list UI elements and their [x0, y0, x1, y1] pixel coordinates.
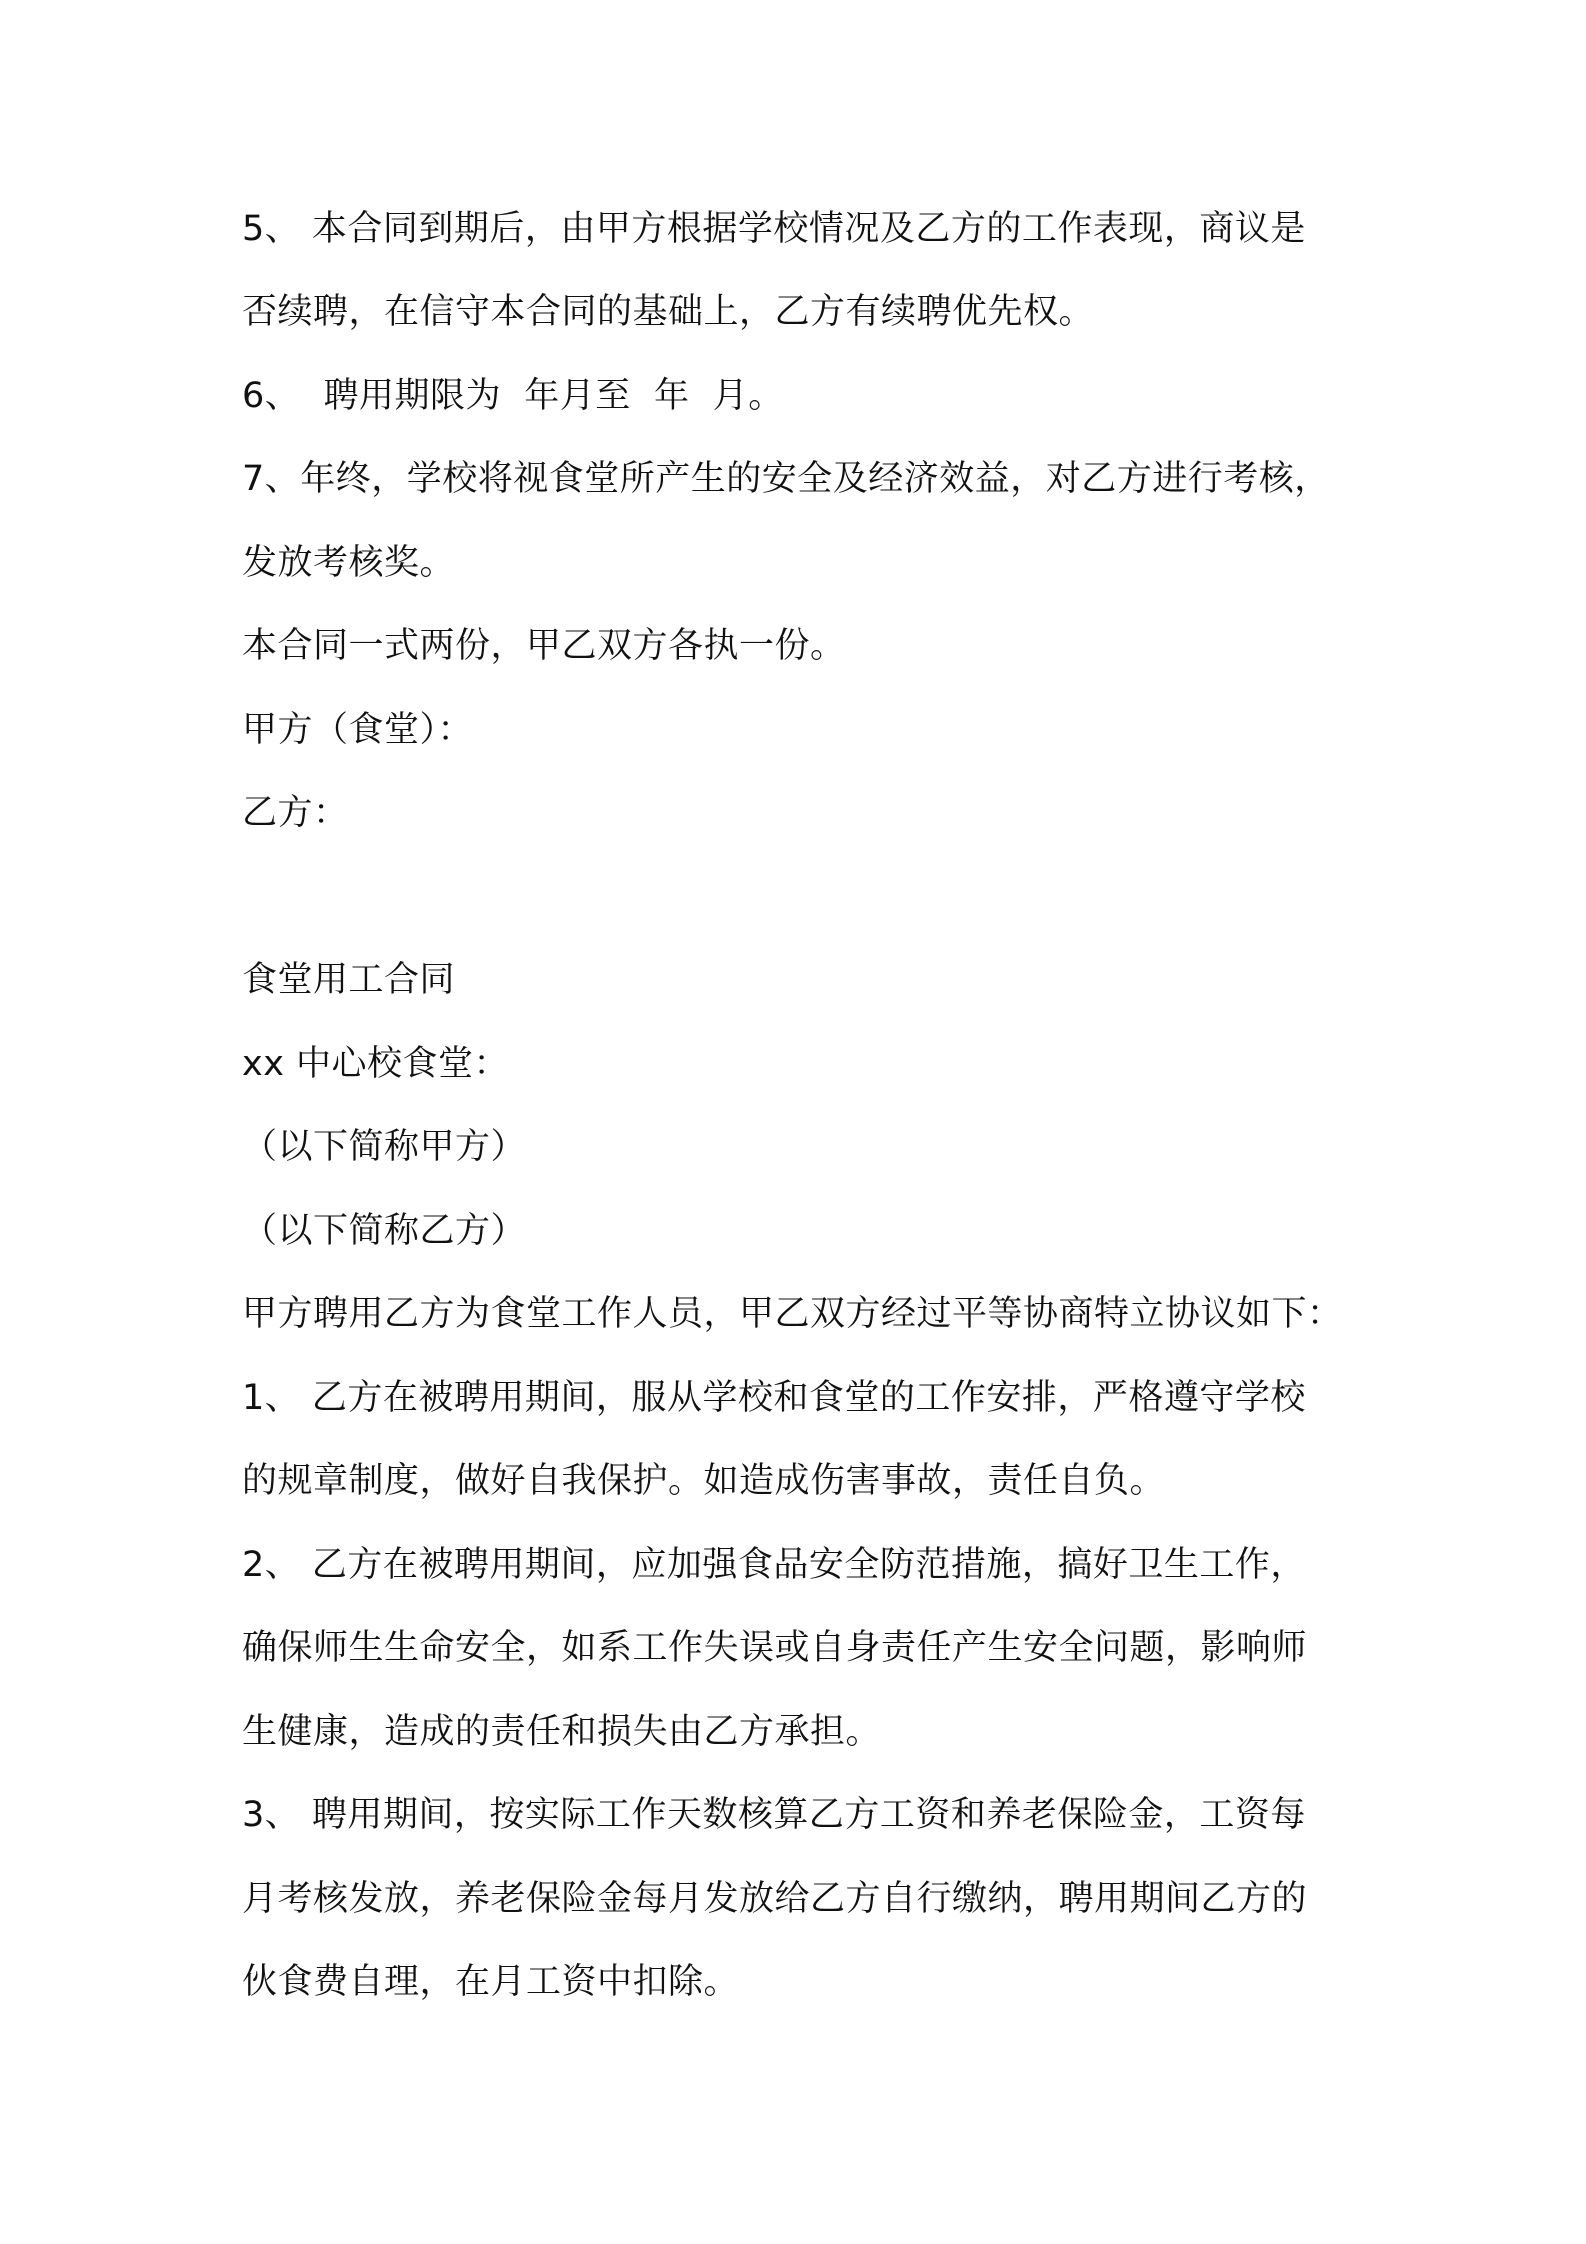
text-line: 的规章制度，做好自我保护。如造成伤害事故，责任自负。 — [242, 1461, 1166, 1501]
text-line: 月考核发放，养老保险金每月发放给乙方自行缴纳，聘用期间乙方的 — [242, 1879, 1308, 1919]
text-line: xx 中心校食堂： — [242, 1044, 510, 1084]
text-line: 7、年终，学校将视食堂所产生的安全及经济效益，对乙方进行考核， — [242, 459, 1330, 499]
text-line: 乙方： — [242, 793, 349, 833]
text-line: （以下简称乙方） — [242, 1211, 527, 1251]
document-page — [242, 0, 1402, 2244]
text-line: 3、 聘用期间，按实际工作天数核算乙方工资和养老保险金，工资每 — [242, 1795, 1306, 1835]
text-line: （以下简称甲方） — [242, 1127, 527, 1167]
text-line: 1、 乙方在被聘用期间，服从学校和食堂的工作安排，严格遵守学校 — [242, 1378, 1306, 1418]
text-line: 2、 乙方在被聘用期间，应加强食品安全防范措施，搞好卫生工作， — [242, 1545, 1306, 1585]
text-line: 发放考核奖。 — [242, 543, 456, 583]
text-line: 本合同一式两份，甲乙双方各执一份。 — [242, 626, 846, 666]
text-line: 甲方聘用乙方为食堂工作人员，甲乙双方经过平等协商特立协议如下： — [242, 1294, 1343, 1334]
text-line: 甲方（食堂）： — [242, 710, 474, 750]
text-line: 确保师生生命安全，如系工作失误或自身责任产生安全问题，影响师 — [242, 1628, 1308, 1668]
section-title: 食堂用工合同 — [242, 960, 456, 1000]
text-line: 伙食费自理，在月工资中扣除。 — [242, 1962, 740, 2002]
text-line: 6、 聘用期限为 年月至 年 月。 — [242, 376, 784, 416]
text-line: 否续聘，在信守本合同的基础上，乙方有续聘优先权。 — [242, 292, 1095, 332]
text-line: 5、 本合同到期后，由甲方根据学校情况及乙方的工作表现，商议是 — [242, 209, 1306, 249]
text-line: 生健康，造成的责任和损失由乙方承担。 — [242, 1712, 882, 1752]
